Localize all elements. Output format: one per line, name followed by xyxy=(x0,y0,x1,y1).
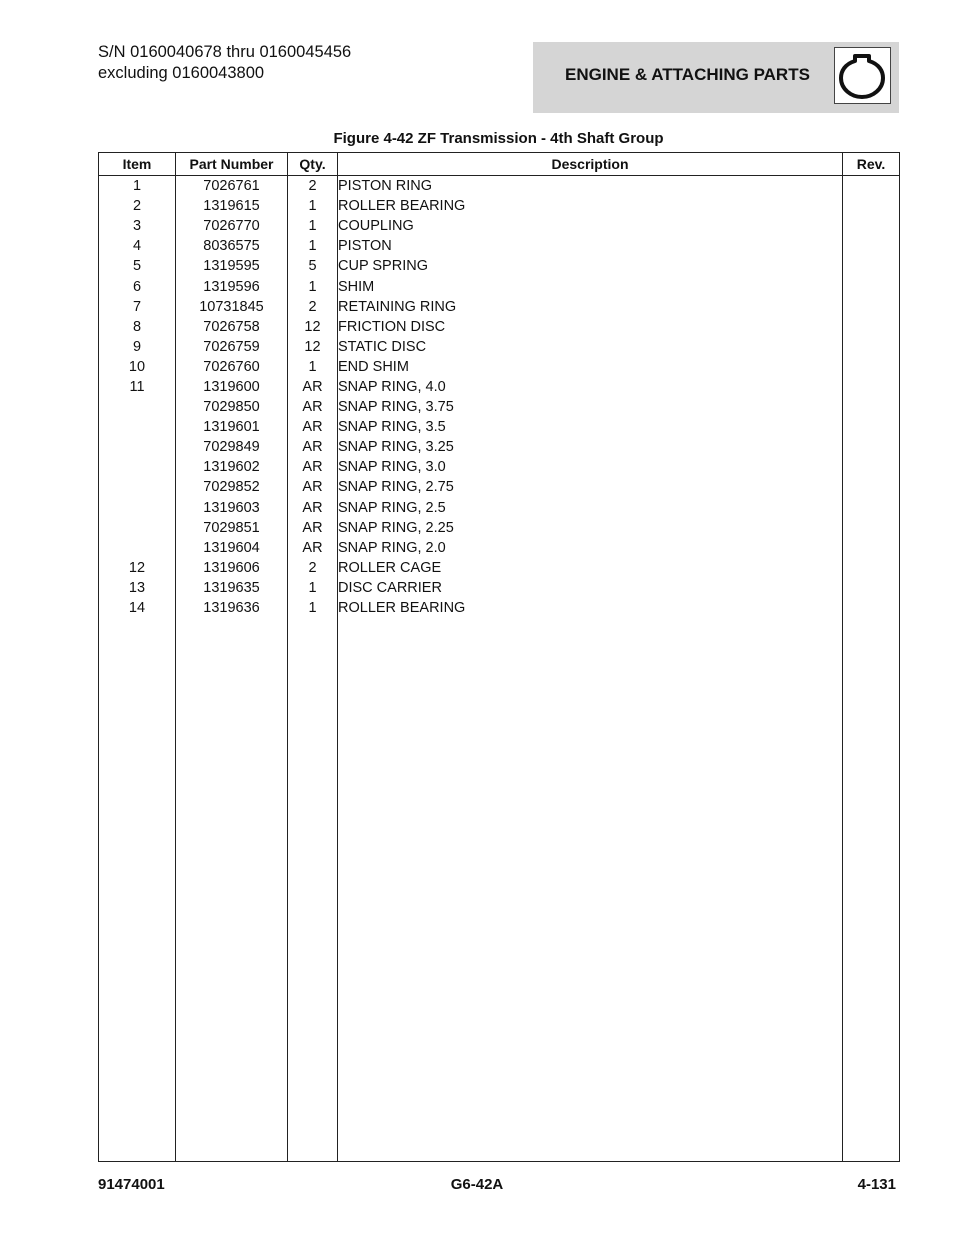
cell-description: FRICTION DISC xyxy=(338,317,843,337)
cell-revision xyxy=(843,457,900,477)
table-row xyxy=(99,297,900,317)
cell-part-number: 1319601 xyxy=(176,417,288,437)
table-row xyxy=(99,196,900,216)
cell-item-number: 10 xyxy=(99,357,176,377)
cell-part-number: 10731845 xyxy=(176,297,288,317)
cell-item-number xyxy=(99,437,176,457)
cell-revision xyxy=(843,216,900,236)
cell-part-number: 1319595 xyxy=(176,256,288,276)
cell-part-number: 1319635 xyxy=(176,578,288,598)
cell-part-number: 1319602 xyxy=(176,457,288,477)
cell-revision xyxy=(843,518,900,538)
cell-part-number: 1319603 xyxy=(176,498,288,518)
serial-number-range xyxy=(98,42,351,84)
cell-item-number xyxy=(99,477,176,497)
cell-part-number: 7026758 xyxy=(176,317,288,337)
cell-quantity: AR xyxy=(288,538,338,558)
cell-revision xyxy=(843,276,900,296)
cell-revision xyxy=(843,417,900,437)
cell-description: PISTON xyxy=(338,236,843,256)
cell-item-number: 12 xyxy=(99,558,176,578)
cell-item-number: 1 xyxy=(99,176,176,197)
cell-quantity: 5 xyxy=(288,256,338,276)
table-row xyxy=(99,256,900,276)
cell-revision xyxy=(843,437,900,457)
cell-quantity: 12 xyxy=(288,337,338,357)
cell-revision xyxy=(843,337,900,357)
cell-part-number: 7029850 xyxy=(176,397,288,417)
cell-description: PISTON RING xyxy=(338,176,843,197)
cell-part-number: 1319600 xyxy=(176,377,288,397)
cell-revision xyxy=(843,598,900,618)
column-header-qty: Qty. xyxy=(288,153,338,176)
table-row xyxy=(99,538,900,558)
cell-revision xyxy=(843,578,900,598)
cell-quantity: AR xyxy=(288,477,338,497)
cell-quantity: 1 xyxy=(288,276,338,296)
cell-revision xyxy=(843,357,900,377)
cell-description: SNAP RING, 4.0 xyxy=(338,377,843,397)
cell-quantity: 12 xyxy=(288,317,338,337)
cell-part-number: 7026761 xyxy=(176,176,288,197)
table-header-row xyxy=(99,153,900,176)
cell-quantity: 1 xyxy=(288,216,338,236)
cell-revision xyxy=(843,377,900,397)
table-row xyxy=(99,518,900,538)
table-row xyxy=(99,477,900,497)
table-row xyxy=(99,216,900,236)
cell-description: END SHIM xyxy=(338,357,843,377)
cell-part-number: 7026770 xyxy=(176,216,288,236)
table-row xyxy=(99,357,900,377)
footer-model-code: G6-42A xyxy=(450,1176,504,1193)
cell-quantity: 2 xyxy=(288,297,338,317)
cell-description: ROLLER BEARING xyxy=(338,598,843,618)
cell-revision xyxy=(843,297,900,317)
cell-quantity: 2 xyxy=(288,558,338,578)
cell-revision xyxy=(843,538,900,558)
column-header-item: Item xyxy=(99,153,176,176)
table-row xyxy=(99,498,900,518)
cell-part-number: 1319615 xyxy=(176,196,288,216)
column-header-part-number: Part Number xyxy=(176,153,288,176)
cell-item-number: 7 xyxy=(99,297,176,317)
cell-quantity: AR xyxy=(288,518,338,538)
table-row xyxy=(99,417,900,437)
cell-description: STATIC DISC xyxy=(338,337,843,357)
cell-item-number: 5 xyxy=(99,256,176,276)
serial-line-2: excluding 0160043800 xyxy=(98,64,265,82)
cell-description: SNAP RING, 2.0 xyxy=(338,538,843,558)
cell-quantity: AR xyxy=(288,377,338,397)
section-title: ENGINE & ATTACHING PARTS xyxy=(565,65,810,84)
cell-part-number: 7029849 xyxy=(176,437,288,457)
cell-part-number: 7029852 xyxy=(176,477,288,497)
cell-item-number xyxy=(99,498,176,518)
cell-item-number: 9 xyxy=(99,337,176,357)
table-row xyxy=(99,397,900,417)
cell-revision xyxy=(843,317,900,337)
cell-item-number: 6 xyxy=(99,276,176,296)
table-row xyxy=(99,558,900,578)
cell-item-number: 8 xyxy=(99,317,176,337)
cell-item-number: 14 xyxy=(99,598,176,618)
parts-table xyxy=(98,152,900,1162)
cell-quantity: AR xyxy=(288,397,338,417)
cell-item-number: 4 xyxy=(99,236,176,256)
cell-item-number: 11 xyxy=(99,377,176,397)
cell-quantity: 1 xyxy=(288,236,338,256)
footer-document-number: 91474001 xyxy=(98,1176,165,1193)
table-row xyxy=(99,236,900,256)
cell-part-number: 7029851 xyxy=(176,518,288,538)
table-row xyxy=(99,337,900,357)
cell-description: ROLLER BEARING xyxy=(338,196,843,216)
table-row xyxy=(99,578,900,598)
table-row xyxy=(99,457,900,477)
cell-part-number: 1319596 xyxy=(176,276,288,296)
cell-part-number: 1319604 xyxy=(176,538,288,558)
cell-description: COUPLING xyxy=(338,216,843,236)
cell-part-number: 8036575 xyxy=(176,236,288,256)
cell-description: SNAP RING, 2.5 xyxy=(338,498,843,518)
cell-quantity: AR xyxy=(288,498,338,518)
cell-revision xyxy=(843,236,900,256)
cell-quantity: 1 xyxy=(288,578,338,598)
table-row xyxy=(99,276,900,296)
cell-description: SNAP RING, 3.25 xyxy=(338,437,843,457)
cell-quantity: 1 xyxy=(288,598,338,618)
cell-revision xyxy=(843,397,900,417)
serial-line-1: S/N 0160040678 thru 0160045456 xyxy=(98,43,352,61)
table-row xyxy=(99,377,900,397)
cell-revision xyxy=(843,256,900,276)
cell-quantity: AR xyxy=(288,417,338,437)
cell-item-number xyxy=(99,417,176,437)
parts-table-body xyxy=(99,176,900,1162)
cell-quantity: 1 xyxy=(288,196,338,216)
cell-description: RETAINING RING xyxy=(338,297,843,317)
column-header-description: Description xyxy=(338,153,843,176)
cell-part-number: 7026760 xyxy=(176,357,288,377)
cell-description: CUP SPRING xyxy=(338,256,843,276)
cell-item-number: 3 xyxy=(99,216,176,236)
table-row xyxy=(99,317,900,337)
cell-revision xyxy=(843,558,900,578)
footer-page-number: 4-131 xyxy=(857,1176,896,1193)
cell-description: SNAP RING, 2.75 xyxy=(338,477,843,497)
cell-description: SHIM xyxy=(338,276,843,296)
cell-description: ROLLER CAGE xyxy=(338,558,843,578)
cell-quantity: 2 xyxy=(288,176,338,197)
cell-item-number: 13 xyxy=(99,578,176,598)
section-header xyxy=(533,42,899,113)
cell-part-number: 1319636 xyxy=(176,598,288,618)
cell-revision xyxy=(843,477,900,497)
cell-description: SNAP RING, 3.0 xyxy=(338,457,843,477)
cell-description: SNAP RING, 3.5 xyxy=(338,417,843,437)
cell-description: SNAP RING, 2.25 xyxy=(338,518,843,538)
cell-quantity: 1 xyxy=(288,357,338,377)
cell-quantity: AR xyxy=(288,437,338,457)
table-row xyxy=(99,176,900,197)
cell-item-number: 2 xyxy=(99,196,176,216)
cell-item-number xyxy=(99,457,176,477)
cell-part-number: 1319606 xyxy=(176,558,288,578)
cell-item-number xyxy=(99,518,176,538)
column-header-rev: Rev. xyxy=(843,153,900,176)
cell-description: DISC CARRIER xyxy=(338,578,843,598)
figure-title: Figure 4-42 ZF Transmission - 4th Shaft Group xyxy=(333,130,664,147)
cell-revision xyxy=(843,176,900,197)
cell-revision xyxy=(843,196,900,216)
engine-icon xyxy=(834,47,891,104)
cell-part-number: 7026759 xyxy=(176,337,288,357)
cell-quantity: AR xyxy=(288,457,338,477)
cell-item-number xyxy=(99,538,176,558)
table-row xyxy=(99,598,900,618)
cell-revision xyxy=(843,498,900,518)
table-filler-row xyxy=(99,618,900,1161)
cell-description: SNAP RING, 3.75 xyxy=(338,397,843,417)
cell-item-number xyxy=(99,397,176,417)
table-row xyxy=(99,437,900,457)
